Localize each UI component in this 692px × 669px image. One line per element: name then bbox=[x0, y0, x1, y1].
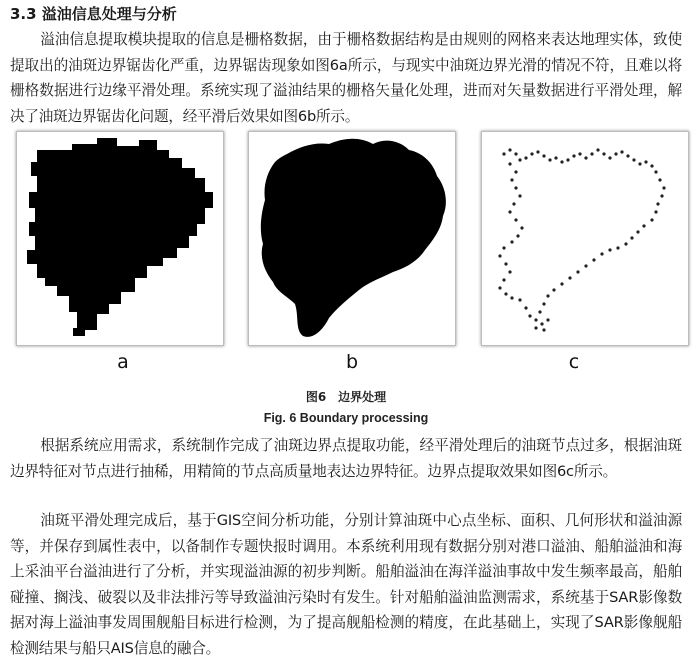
paragraph-2 bbox=[10, 433, 682, 484]
figure-caption-chinese: 图6 边界处理 bbox=[305, 390, 387, 404]
paragraph-3 bbox=[10, 508, 682, 661]
paragraph-2-text: 根据系统应用需求，系统制作完成了油斑边界点提取功能，经平滑处理后的油斑节点过多，根据油斑边界特征对节点进行抽稀，用精简的节点高质量地表达边界特征。边界点提取效果如图6c所示。 bbox=[10, 437, 682, 480]
figure-panel-b bbox=[248, 131, 456, 346]
section-heading: 3.3 溢油信息处理与分析 bbox=[10, 5, 177, 23]
paragraph-1 bbox=[10, 27, 682, 129]
panel-label-c: c bbox=[568, 351, 580, 373]
boundary-points-image bbox=[482, 132, 688, 345]
figure-panel-a bbox=[16, 131, 224, 346]
panel-label-b: b bbox=[345, 351, 359, 373]
raster-slick-image bbox=[17, 132, 223, 345]
paragraph-1-text: 溢油信息提取模块提取的信息是栅格数据，由于栅格数据结构是由规则的网格来表达地理实体，致使提取出的油斑边界锯齿化严重，边界锯齿现象如图6a所示，与现实中油斑边界光滑的情况不符，且难以将栅格数据进行边缘平滑处理。系统实现了溢油结果的栅格矢量化处理，进而对矢量数据进行平滑处理，解决了油斑边界锯齿化问题，经平滑后效果如图6b所示。 bbox=[10, 31, 682, 125]
figure-caption-english: Fig. 6 Boundary processing bbox=[263, 411, 429, 425]
smoothed-slick-image bbox=[249, 132, 455, 345]
panel-label-a: a bbox=[117, 351, 129, 373]
paragraph-3-text: 油斑平滑处理完成后，基于GIS空间分析功能，分别计算油斑中心点坐标、面积、几何形状和溢油源等，并保存到属性表中，以备制作专题快报时调用。本系统利用现有数据分别对港口溢油、船舶溢油和海上采油平台溢油进行了分析，并实现溢油源的初步判断。船舶溢油在海洋溢油事故中发生频率最高，船舶碰撞、搁浅、破裂以及非法排污等导致溢油污染时有发生。针对船舶溢油监测需求，系统基于SAR影像数据对海上溢油事发周围舰船目标进行检测，为了提高舰船检测的精度，在此基础上，实现了SAR影像舰船检测结果与船只AIS信息的融合。 bbox=[10, 512, 682, 657]
figure-panel-c bbox=[481, 131, 689, 346]
